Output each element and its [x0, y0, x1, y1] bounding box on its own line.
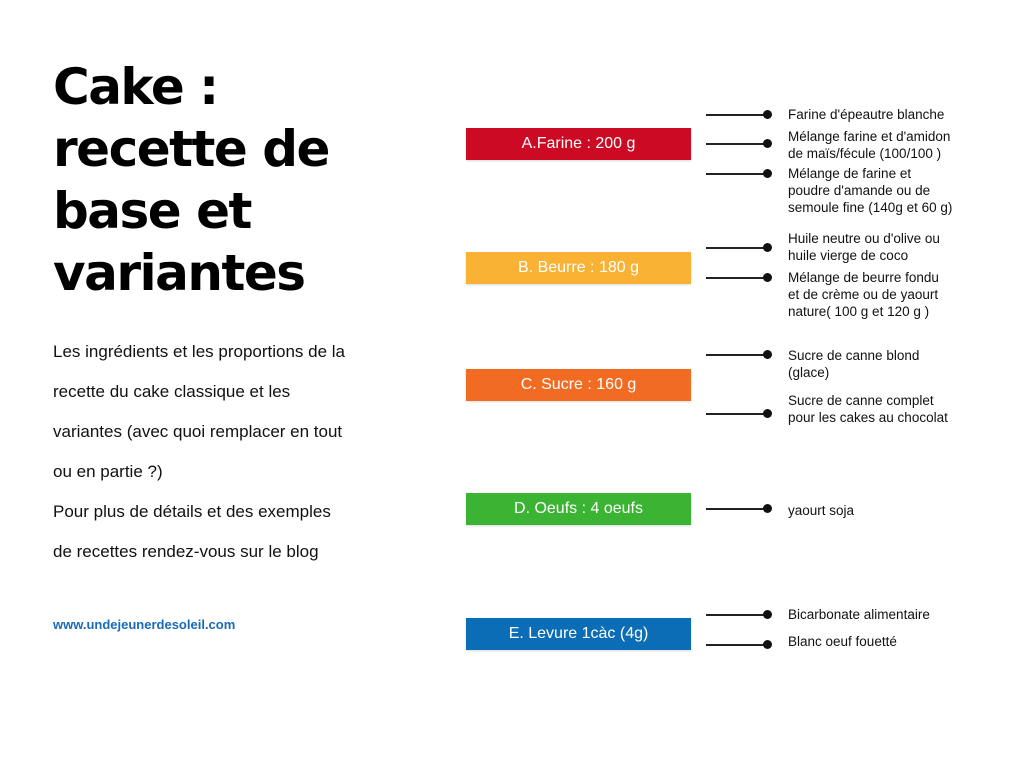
- description-paragraph: Pour plus de détails et des exemples de recettes rendez-vous sur le blog: [53, 502, 331, 561]
- alternative-sucre-1: Sucre de canne blond (glace): [788, 348, 920, 380]
- connector: [706, 503, 770, 515]
- connector: [706, 349, 770, 361]
- connector: [706, 272, 770, 284]
- alternative-beurre-2: Mélange de beurre fondu et de crème ou de yaourt nature( 100 g et 120 g ): [788, 270, 939, 319]
- connector: [706, 168, 770, 180]
- description: [53, 332, 353, 572]
- alternative-levure-1: Bicarbonate alimentaire: [788, 607, 930, 622]
- ingredient-box-beurre: B. Beurre : 180 g: [466, 252, 691, 284]
- ingredient-box-sucre: C. Sucre : 160 g: [466, 369, 691, 401]
- alternative-levure-2: Blanc oeuf fouetté: [788, 634, 897, 649]
- connector: [706, 639, 770, 651]
- alternative-sucre-2: Sucre de canne complet pour les cakes au chocolat: [788, 393, 948, 425]
- ingredient-box-farine: A.Farine : 200 g: [466, 128, 691, 160]
- page-title: Cake : recette de base et variantes: [53, 58, 329, 302]
- alternative-beurre-1: Huile neutre ou d'olive ou huile vierge de coco: [788, 231, 940, 263]
- alternative-farine-2: Mélange farine et d'amidon de maïs/fécule (100/100 ): [788, 129, 951, 161]
- connector: [706, 242, 770, 254]
- connector: [706, 138, 770, 150]
- connector: [706, 408, 770, 420]
- ingredient-box-oeufs: D. Oeufs : 4 oeufs: [466, 493, 691, 525]
- website-link[interactable]: www.undejeunerdesoleil.com: [53, 617, 236, 632]
- alternative-farine-3: Mélange de farine et poudre d'amande ou de semoule fine (140g et 60 g): [788, 166, 953, 215]
- ingredient-box-levure: E. Levure 1càc (4g): [466, 618, 691, 650]
- connector: [706, 109, 770, 121]
- alternative-farine-1: Farine d'épeautre blanche: [788, 107, 945, 122]
- description-paragraph: Les ingrédients et les proportions de la recette du cake classique et les variantes (avec quoi remplacer en tout ou en partie ?): [53, 342, 346, 481]
- alternative-oeufs-1: yaourt soja: [788, 503, 855, 518]
- connector: [706, 609, 770, 621]
